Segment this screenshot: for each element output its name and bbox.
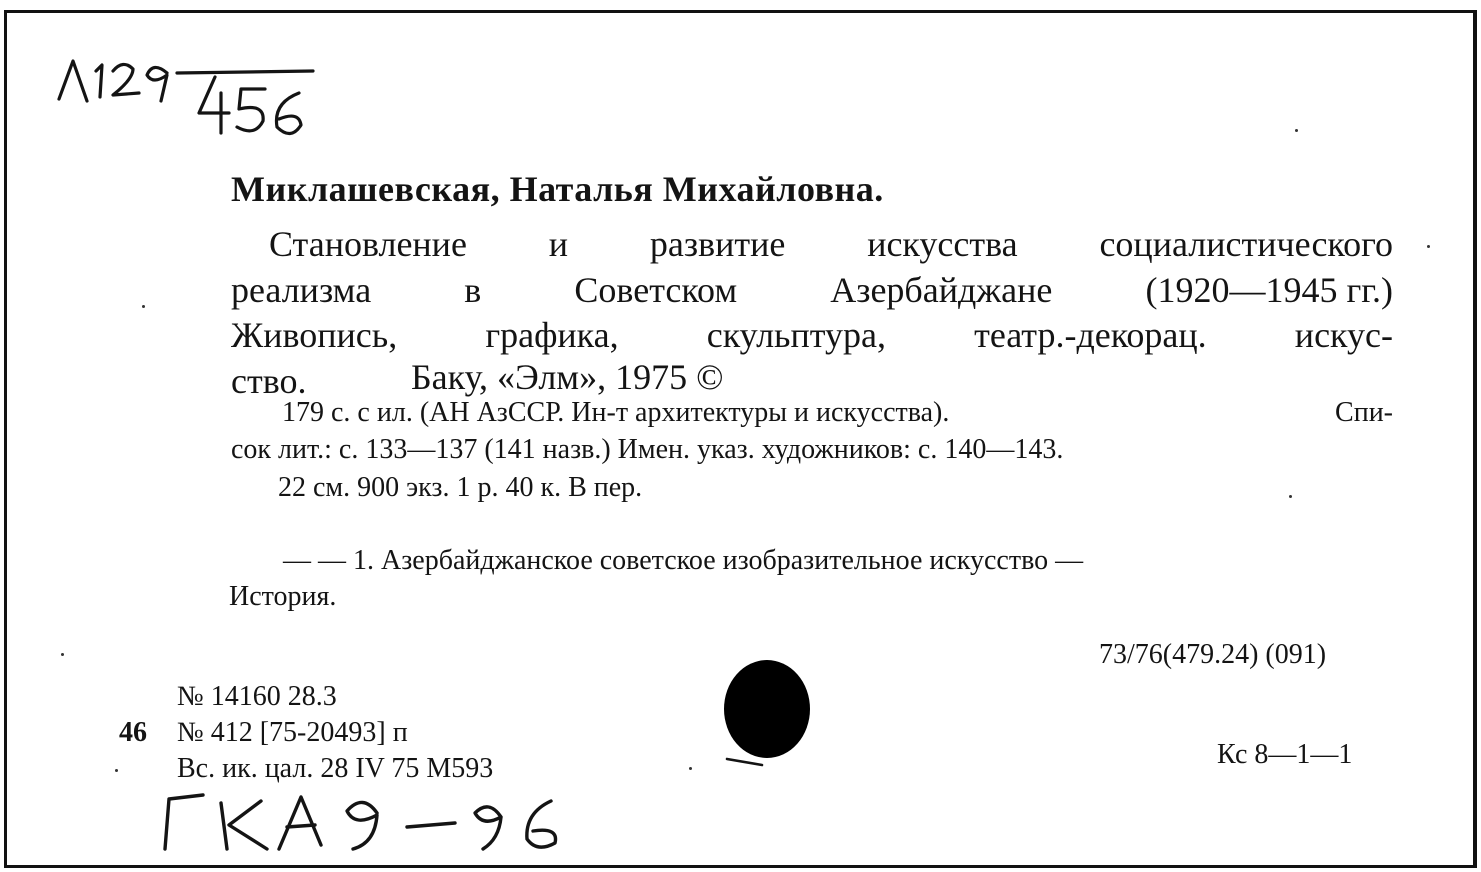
title-line-3: Живопись, графика, скульптура, театр.-декорац. искус- bbox=[231, 315, 1393, 355]
speck bbox=[1295, 129, 1298, 132]
classification-index: 73/76(479.24) (091) bbox=[1099, 639, 1327, 670]
subject-heading-end: История. bbox=[229, 581, 337, 612]
title-end: ство. bbox=[231, 361, 307, 401]
imprint: Баку, «Элм», 1975 © bbox=[411, 357, 724, 397]
record-line-3: Вс. ик. цал. 28 IV 75 М593 bbox=[177, 753, 494, 784]
title-line-2: реализма в Советском Азербайджане (1920—1945 гг.) bbox=[231, 270, 1393, 310]
shelf-mark-handwritten bbox=[59, 61, 313, 134]
speck bbox=[1427, 245, 1430, 248]
record-line-1: № 14160 28.3 bbox=[177, 681, 337, 712]
record-line-2: № 412 [75-20493] п bbox=[177, 717, 408, 748]
author-heading: Миклашевская, Наталья Михайловна. bbox=[231, 169, 884, 209]
record-prefix: 46 bbox=[119, 717, 147, 748]
title-line-1: Становление и развитие искусства социалистического bbox=[269, 224, 1393, 264]
price-code: Кс 8—1—1 bbox=[1217, 739, 1353, 770]
catalog-card bbox=[4, 10, 1477, 868]
speck bbox=[115, 769, 118, 772]
subject-heading-line: — — 1. Азербайджанское советское изобразительное искусство — bbox=[283, 545, 1084, 576]
description-line-1: 179 с. с ил. (АН АзССР. Ин-т архитектуры и искусства). Спи- bbox=[282, 397, 1393, 428]
speck bbox=[1289, 495, 1292, 498]
stamp-circle bbox=[724, 660, 810, 765]
speck bbox=[689, 767, 692, 770]
description-line-2: сок лит.: с. 133—137 (141 назв.) Имен. указ. художников: с. 140—143. bbox=[231, 434, 1064, 465]
handwritten-inventory-code bbox=[165, 795, 556, 849]
description-end: 22 см. 900 экз. 1 р. 40 к. В пер. bbox=[278, 472, 643, 503]
speck bbox=[61, 653, 64, 656]
speck bbox=[142, 305, 145, 308]
